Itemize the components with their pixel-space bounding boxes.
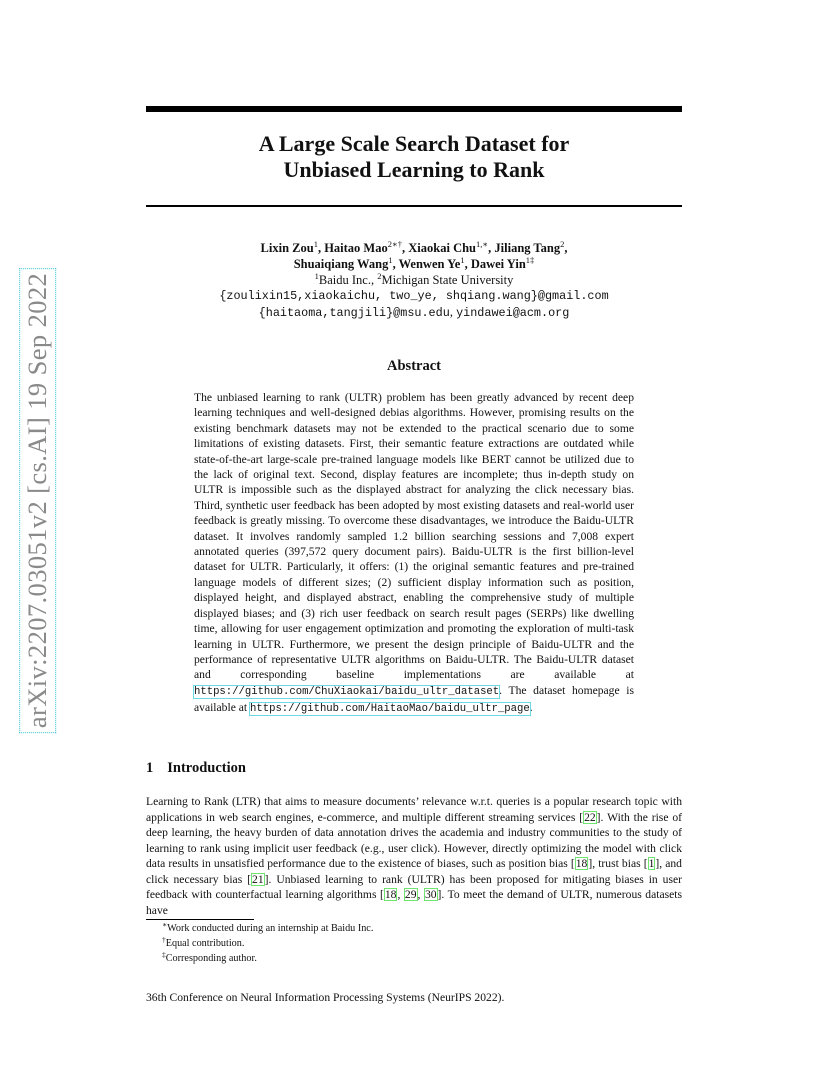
abstract-heading: Abstract — [387, 358, 441, 374]
arxiv-identifier-text[interactable]: arXiv:2207.03051v2 [cs.AI] 19 Sep 2022 — [22, 272, 53, 728]
dataset-link[interactable]: https://github.com/ChuXiaokai/baidu_ultr_dataset — [194, 685, 500, 698]
affiliation-msu: Michigan State University — [381, 273, 514, 287]
author-block — [146, 240, 682, 321]
author-names-line-1: Lixin Zou$^1$, Haitao Mao$^{2∗\dagger}$, Xiaokai Chu$^{1,∗}$, Jiliang Tang$^2$, — [260, 239, 568, 255]
author-email: {haitaoma,tangjili}@msu.edu — [258, 306, 450, 320]
footnote — [162, 949, 373, 967]
email-separator: , — [449, 305, 457, 319]
affiliation-mark: 1 — [314, 271, 319, 281]
abstract-text: The unbiased learning to rank (ULTR) problem has been greatly advanced by recent deep learning techniques and well-designed debias algorithms. However, promising results on the existing benchmark datasets may not be extended to the practical scenario due to some limitations of existing datasets. First, their semantic feature extractions are outdated while state-of-the-art large-scale pre-trained language models like BERT cannot be utilized due to the lack of original text. Second, display features are incomplete; thus in-depth study on ULTR is impossible such as the displayed abstract for analyzing the click necessary bias. Third, synthetic user feedback has been adopted by most existing datasets and real-world user feedback is greatly missing. To overcome these disadvantages, we introduce the Baidu-ULTR dataset. It involves randomly sampled 1.2 billion searching sessions and 7,008 expert annotated queries (397,572 query document pairs). Baidu-ULTR is the first billion-level dataset for ULTR. Particularly, it offers: (1) the original semantic features and pre-trained language models of different sizes; (2) sufficient display information such as position, displayed height, and displayed abstract, enabling the comprehensive study of multiple displayed biases; and (3) rich user feedback on search result pages (SERPs) like dwelling time, allowing for user engagement optimization and promoting the exploration of multi-task learning in ULTR. Furthermore, we present the design principle of Baidu-ULTR and the performance of representative ULTR algorithms on Baidu-ULTR. The Baidu-ULTR dataset and corresponding baseline implementations are available at — [194, 391, 634, 682]
citation-link[interactable]: 29 — [404, 888, 417, 901]
author-name: Haitao Mao — [324, 241, 388, 255]
section-number: 1 — [146, 760, 154, 776]
paper-title-line-1: A Large Scale Search Dataset for — [258, 131, 570, 156]
abstract-text-mid: . The dataset homepage is available at — [194, 683, 634, 715]
paper-title — [146, 131, 682, 183]
author-name: Shuaiqiang Wang — [293, 257, 389, 271]
citation-link[interactable]: 30 — [424, 888, 437, 901]
citation-separator: , — [417, 888, 424, 901]
conference-note: 36th Conference on Neural Information Processing Systems (NeurIPS 2022). — [146, 991, 505, 1004]
intro-text: ]. To meet the demand of ULTR, numerous datasets have — [146, 888, 683, 917]
introduction-paragraph — [146, 794, 682, 918]
footnote-text: Equal contribution. — [165, 937, 245, 949]
author-affiliation-mark: 2∗† — [387, 239, 403, 249]
author-emails-line-2 — [146, 304, 682, 321]
citation-link[interactable]: 21 — [252, 872, 264, 886]
author-emails-line-1: {zoulixin15,xiaokaichu, two_ye, shqiang.wang}@gmail.com — [219, 289, 609, 303]
intro-text: ]. Unbiased learning to rank (ULTR) has been proposed for mitigating biases in user feedback with counterfactual learning algorithms [ — [146, 872, 682, 901]
section-title: Introduction — [167, 760, 246, 776]
section-heading-introduction — [146, 760, 246, 777]
affiliation-baidu: Baidu Inc., — [318, 273, 378, 287]
paper-title-line-2: Unbiased Learning to Rank — [283, 157, 545, 182]
author-name: Xiaokai Chu — [408, 241, 476, 255]
abstract-text-end: . — [529, 701, 533, 715]
author-affiliations — [146, 272, 682, 288]
affiliation-mark: 2 — [377, 271, 382, 281]
author-affiliation-mark: 1,∗ — [476, 239, 489, 249]
abstract-body — [194, 390, 634, 718]
citation-link[interactable]: 22 — [584, 810, 596, 824]
footnote-mark: ∗ — [162, 920, 168, 929]
author-email: yindawei@acm.org — [456, 306, 570, 320]
author-names-line-2: Shuaiqiang Wang$^1$, Wenwen Ye$^1$, Dawei Yin$^{1\ddagger}$ — [293, 255, 535, 271]
title-top-rule — [146, 106, 682, 112]
title-bottom-rule — [146, 205, 682, 207]
intro-text: Learning to Rank (LTR) that aims to measure documents’ relevance w.r.t. queries is a popular research topic with applications in web search engines, e-commerce, and multiple different streaming services [ — [146, 795, 682, 824]
arxiv-identifier-stamp[interactable] — [20, 265, 56, 735]
author-affiliation-mark: 1 — [313, 239, 318, 249]
author-affiliation-mark: 1 — [388, 255, 393, 265]
author-affiliation-mark: 1 — [460, 255, 465, 265]
intro-text: ], trust bias [ — [588, 857, 648, 870]
citation-link[interactable]: 1 — [648, 857, 655, 870]
author-name: Lixin Zou — [260, 241, 314, 255]
footnote-mark: ‡ — [162, 949, 166, 959]
intro-text: ], and click necessary bias [ — [146, 857, 682, 886]
author-name: Jiliang Tang — [494, 241, 561, 255]
intro-text: ]. With the rise of deep learning, the heavy burden of data annotation drives the academia and industry communities to the study of learning to rank using implicit user feedback (e.g., user click). However, directly optimizing the model with click data results in unsatisfied performance due to the existence of biases, such as position bias [ — [146, 810, 682, 870]
footnote-text: Corresponding author. — [165, 952, 257, 964]
author-affiliation-mark: 1‡ — [525, 255, 535, 265]
homepage-link[interactable]: https://github.com/HaitaoMao/baidu_ultr_page — [250, 703, 530, 716]
footnote-text: Work conducted during an internship at Baidu Inc. — [167, 923, 374, 934]
citation-link[interactable]: 18 — [384, 888, 397, 901]
footnote — [162, 934, 373, 952]
footnotes — [162, 922, 373, 966]
citation-link[interactable]: 18 — [575, 857, 588, 870]
footnote — [162, 922, 373, 937]
author-affiliation-mark: 2 — [560, 239, 565, 249]
author-name: Wenwen Ye — [398, 257, 461, 271]
footnote-mark: † — [162, 934, 166, 944]
author-name: Dawei Yin — [470, 257, 526, 271]
citation-separator: , — [397, 888, 404, 901]
